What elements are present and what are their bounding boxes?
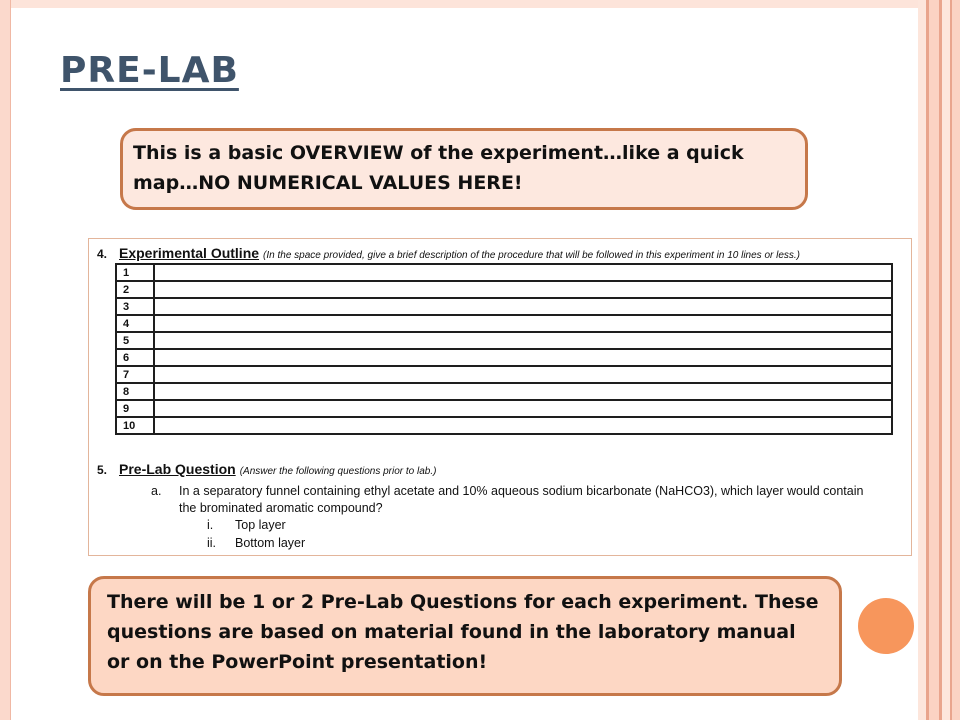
outline-row xyxy=(116,417,892,434)
worksheet-image xyxy=(88,238,912,556)
outline-row-number: 5 xyxy=(116,332,154,349)
outline-row-blank xyxy=(154,264,892,281)
outline-row-number: 9 xyxy=(116,400,154,417)
outline-row xyxy=(116,366,892,383)
outline-row xyxy=(116,332,892,349)
overview-callout: This is a basic OVERVIEW of the experiment…like a quick map…NO NUMERICAL VALUES HERE! xyxy=(120,128,808,210)
outline-row-blank xyxy=(154,349,892,366)
outline-row xyxy=(116,349,892,366)
option-label: i. xyxy=(207,518,214,532)
outline-row xyxy=(116,400,892,417)
outline-row-blank xyxy=(154,298,892,315)
prelab-number: 5. xyxy=(97,463,108,477)
accent-circle xyxy=(858,598,914,654)
option-label: ii. xyxy=(207,536,217,550)
outline-row-number: 2 xyxy=(116,281,154,298)
outline-table xyxy=(115,263,893,435)
prelab-questions-callout: There will be 1 or 2 Pre-Lab Questions for each experiment. These questions are based on material found in the laboratory manual or on the PowerPoint presentation! xyxy=(88,576,842,696)
slide-title: PRE-LAB xyxy=(60,50,239,91)
prelab-title: Pre-Lab Question xyxy=(119,461,236,477)
option-top-layer xyxy=(207,517,507,534)
outline-row-blank xyxy=(154,383,892,400)
outline-heading xyxy=(97,245,800,261)
outline-row-blank xyxy=(154,417,892,434)
outline-instruction: (In the space provided, give a brief description of the procedure that will be followed in this experiment in 10 lines or less.) xyxy=(263,250,800,261)
slide-frame-top xyxy=(0,0,960,8)
outline-row xyxy=(116,298,892,315)
outline-number: 4. xyxy=(97,247,108,261)
outline-row-number: 10 xyxy=(116,417,154,434)
outline-row xyxy=(116,281,892,298)
outline-row xyxy=(116,264,892,281)
question-text: In a separatory funnel containing ethyl acetate and 10% aqueous sodium bicarbonate (NaHCO3), which layer would contain the brominated aromatic compound? xyxy=(179,484,864,515)
outline-row-blank xyxy=(154,366,892,383)
outline-row-blank xyxy=(154,281,892,298)
outline-row-number: 1 xyxy=(116,264,154,281)
option-text: Top layer xyxy=(235,518,286,532)
outline-row xyxy=(116,315,892,332)
outline-row-number: 6 xyxy=(116,349,154,366)
outline-row-blank xyxy=(154,315,892,332)
outline-row-blank xyxy=(154,332,892,349)
outline-row xyxy=(116,383,892,400)
outline-row-blank xyxy=(154,400,892,417)
question-label: a. xyxy=(151,484,162,498)
outline-row-number: 3 xyxy=(116,298,154,315)
option-text: Bottom layer xyxy=(235,536,306,550)
slide-frame-right xyxy=(918,0,960,720)
outline-title: Experimental Outline xyxy=(119,245,260,261)
outline-row-number: 8 xyxy=(116,383,154,400)
prelab-heading xyxy=(97,461,436,477)
outline-row-number: 4 xyxy=(116,315,154,332)
slide-frame-left xyxy=(0,0,11,720)
prelab-question xyxy=(151,483,891,519)
prelab-instruction: (Answer the following questions prior to lab.) xyxy=(239,466,437,477)
outline-row-number: 7 xyxy=(116,366,154,383)
option-bottom-layer xyxy=(207,535,507,552)
